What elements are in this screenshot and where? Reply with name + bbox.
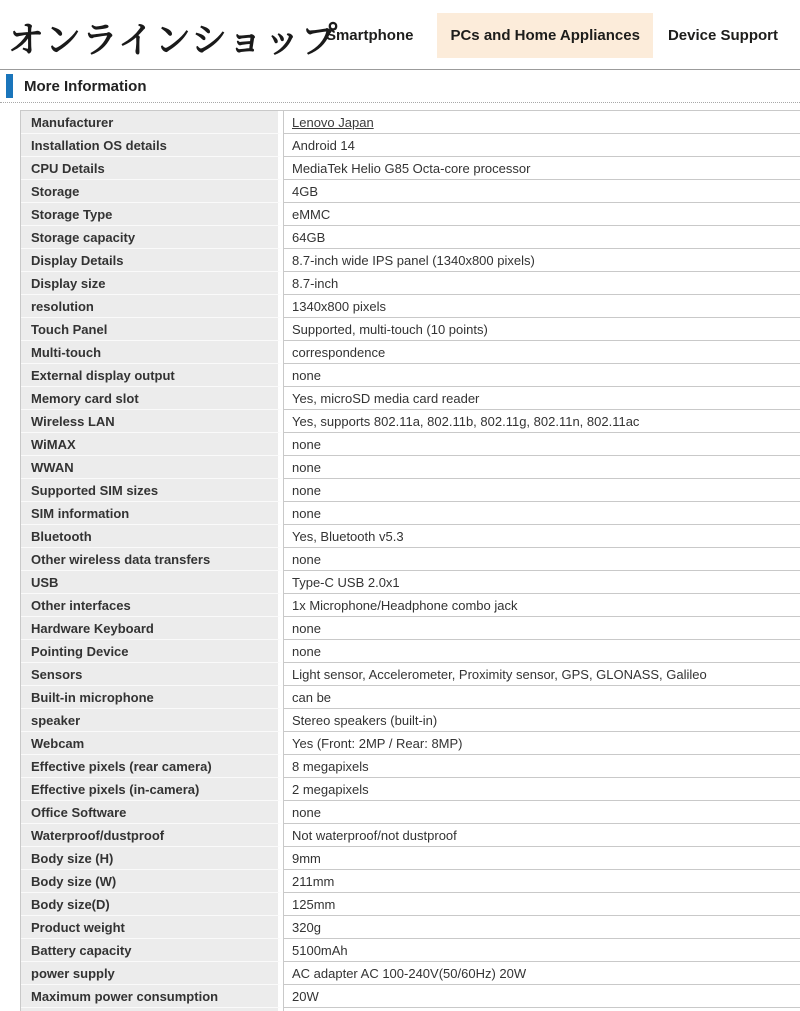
spec-label: Other interfaces xyxy=(21,594,283,617)
table-row xyxy=(21,502,800,525)
table-row xyxy=(21,824,800,847)
table-row xyxy=(21,571,800,594)
spec-label: Office Software xyxy=(21,801,283,824)
spec-label: Webcam xyxy=(21,732,283,755)
table-row xyxy=(21,364,800,387)
spec-table xyxy=(20,110,800,1011)
spec-label: Effective pixels (in-camera) xyxy=(21,778,283,801)
spec-value: none xyxy=(283,548,800,571)
spec-value: none xyxy=(283,433,800,456)
table-row xyxy=(21,479,800,502)
spec-value: none xyxy=(283,479,800,502)
table-row xyxy=(21,180,800,203)
spec-label: Body size (W) xyxy=(21,870,283,893)
table-row xyxy=(21,893,800,916)
spec-label: Memory card slot xyxy=(21,387,283,410)
table-row xyxy=(21,985,800,1008)
spec-value: MediaTek Helio G85 Octa-core processor xyxy=(283,157,800,180)
table-row xyxy=(21,548,800,571)
spec-value: none xyxy=(283,617,800,640)
spec-value: 64GB xyxy=(283,226,800,249)
spec-value: 320g xyxy=(283,916,800,939)
table-row xyxy=(21,847,800,870)
spec-value: 4GB xyxy=(283,180,800,203)
site-title: オンラインショップ xyxy=(8,19,339,60)
spec-label: Effective pixels (rear camera) xyxy=(21,755,283,778)
spec-label: Maximum power consumption xyxy=(21,985,283,1008)
nav-item-pcs-and-home-appliances[interactable]: PCs and Home Appliances xyxy=(437,13,653,58)
table-row xyxy=(21,249,800,272)
spec-value: Light sensor, Accelerometer, Proximity sensor, GPS, GLONASS, Galileo xyxy=(283,663,800,686)
spec-value: Yes, microSD media card reader xyxy=(283,387,800,410)
table-row xyxy=(21,916,800,939)
table-row xyxy=(21,801,800,824)
spec-label: Bluetooth xyxy=(21,525,283,548)
spec-value: Stereo speakers (built-in) xyxy=(283,709,800,732)
manufacturer-link[interactable]: Lenovo Japan xyxy=(292,114,374,130)
table-row xyxy=(21,686,800,709)
spec-label: Other wireless data transfers xyxy=(21,548,283,571)
table-row xyxy=(21,226,800,249)
spec-value: 5100mAh xyxy=(283,939,800,962)
spec-value: Yes, Bluetooth v5.3 xyxy=(283,525,800,548)
spec-label: resolution xyxy=(21,295,283,318)
spec-value: none xyxy=(283,456,800,479)
spec-label: CPU Details xyxy=(21,157,283,180)
table-row xyxy=(21,341,800,364)
spec-value: Supported, multi-touch (10 points) xyxy=(283,318,800,341)
table-row xyxy=(21,203,800,226)
table-row xyxy=(21,755,800,778)
spec-label: power supply xyxy=(21,962,283,985)
page-header xyxy=(0,0,800,70)
spec-value: none xyxy=(283,502,800,525)
spec-label: Waterproof/dustproof xyxy=(21,824,283,847)
spec-value: Not waterproof/not dustproof xyxy=(283,824,800,847)
spec-label: Touch Panel xyxy=(21,318,283,341)
spec-label: Display size xyxy=(21,272,283,295)
spec-table-body xyxy=(21,111,800,1011)
spec-value xyxy=(283,111,800,134)
spec-label: Hardware Keyboard xyxy=(21,617,283,640)
spec-label: speaker xyxy=(21,709,283,732)
spec-label: WWAN xyxy=(21,456,283,479)
spec-value: Yes, supports 802.11a, 802.11b, 802.11g, 802.11n, 802.11ac xyxy=(283,410,800,433)
spec-label: USB xyxy=(21,571,283,594)
spec-value: 1340x800 pixels xyxy=(283,295,800,318)
spec-value: 125mm xyxy=(283,893,800,916)
spec-label: Battery capacity xyxy=(21,939,283,962)
spec-label: Sensors xyxy=(21,663,283,686)
spec-value: 1x Microphone/Headphone combo jack xyxy=(283,594,800,617)
spec-label: WiMAX xyxy=(21,433,283,456)
spec-value: Type-C USB 2.0x1 xyxy=(283,571,800,594)
table-row xyxy=(21,295,800,318)
table-row xyxy=(21,663,800,686)
table-row xyxy=(21,272,800,295)
spec-value: 8 megapixels xyxy=(283,755,800,778)
section-title: More Information xyxy=(24,77,147,95)
spec-value: 20W xyxy=(283,985,800,1008)
table-row xyxy=(21,134,800,157)
spec-label: Storage Type xyxy=(21,203,283,226)
nav-item-smartphone[interactable]: Smartphone xyxy=(325,26,414,44)
table-row xyxy=(21,111,800,134)
table-row xyxy=(21,640,800,663)
spec-value: 9mm xyxy=(283,847,800,870)
spec-value: correspondence xyxy=(283,341,800,364)
spec-value: can be xyxy=(283,686,800,709)
spec-value: 8.7-inch xyxy=(283,272,800,295)
spec-label: Storage capacity xyxy=(21,226,283,249)
spec-label: SIM information xyxy=(21,502,283,525)
spec-table-wrap xyxy=(20,110,800,1011)
table-row xyxy=(21,525,800,548)
table-row xyxy=(21,939,800,962)
table-row xyxy=(21,410,800,433)
table-row xyxy=(21,318,800,341)
spec-label: Manufacturer xyxy=(21,111,283,134)
spec-label: Display Details xyxy=(21,249,283,272)
table-row xyxy=(21,157,800,180)
spec-label: Pointing Device xyxy=(21,640,283,663)
spec-value: none xyxy=(283,364,800,387)
nav-item-device-support[interactable]: Device Support xyxy=(667,26,778,44)
table-row xyxy=(21,594,800,617)
table-row xyxy=(21,456,800,479)
table-row xyxy=(21,433,800,456)
spec-label: External display output xyxy=(21,364,283,387)
table-row xyxy=(21,778,800,801)
spec-value: Yes (Front: 2MP / Rear: 8MP) xyxy=(283,732,800,755)
section-accent-bar xyxy=(6,74,13,98)
spec-value: 2 megapixels xyxy=(283,778,800,801)
table-row xyxy=(21,732,800,755)
spec-value: none xyxy=(283,640,800,663)
spec-label: Built-in microphone xyxy=(21,686,283,709)
spec-label: Body size (H) xyxy=(21,847,283,870)
table-row xyxy=(21,387,800,410)
spec-label: Body size(D) xyxy=(21,893,283,916)
main-nav xyxy=(326,0,778,70)
spec-label: Installation OS details xyxy=(21,134,283,157)
spec-value: Android 14 xyxy=(283,134,800,157)
spec-label: Supported SIM sizes xyxy=(21,479,283,502)
table-row xyxy=(21,709,800,732)
spec-label: Wireless LAN xyxy=(21,410,283,433)
table-row xyxy=(21,617,800,640)
spec-value: AC adapter AC 100-240V(50/60Hz) 20W xyxy=(283,962,800,985)
spec-label: Storage xyxy=(21,180,283,203)
spec-value: none xyxy=(283,801,800,824)
spec-value: 8.7-inch wide IPS panel (1340x800 pixels) xyxy=(283,249,800,272)
spec-label: Multi-touch xyxy=(21,341,283,364)
spec-value: eMMC xyxy=(283,203,800,226)
table-row xyxy=(21,962,800,985)
section-header xyxy=(0,70,800,103)
spec-label: Product weight xyxy=(21,916,283,939)
spec-value: 211mm xyxy=(283,870,800,893)
table-row xyxy=(21,870,800,893)
